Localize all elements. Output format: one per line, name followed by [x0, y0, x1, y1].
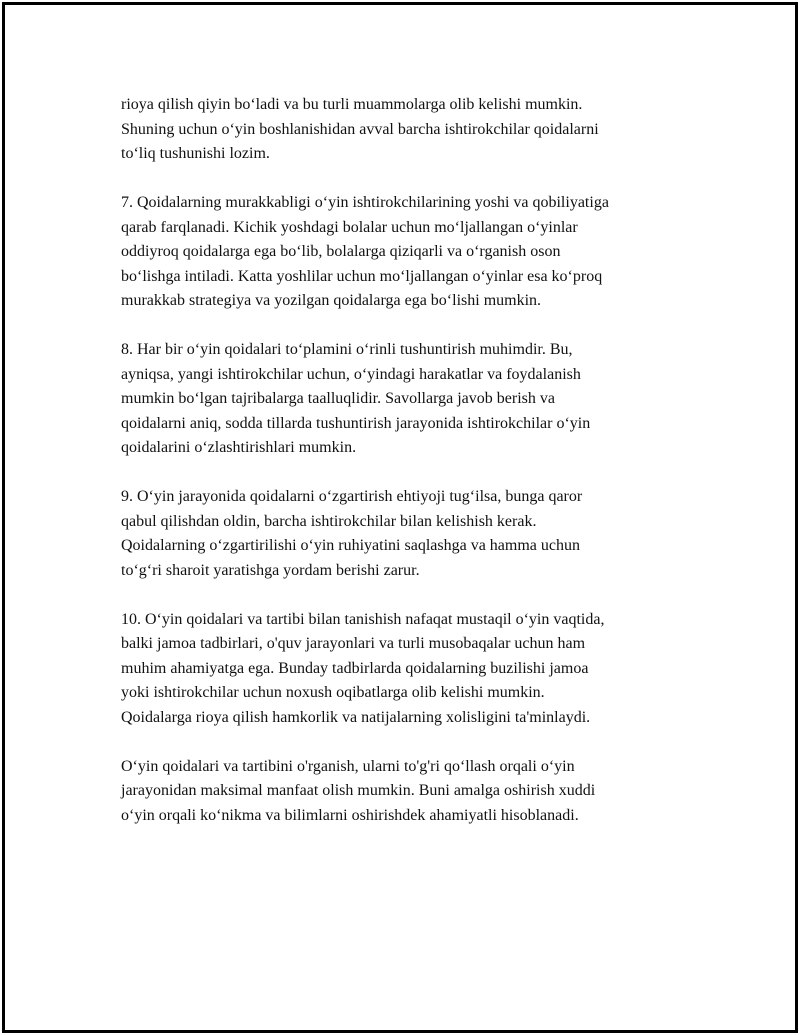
paragraph-item-8 — [121, 338, 701, 461]
paragraph-intro-continuation — [121, 93, 701, 167]
text-line: 9. O‘yin jarayonida qoidalarni o‘zgartirish ehtiyoji tug‘ilsa, bunga qaror — [121, 488, 583, 505]
text-line: 7. Qoidalarning murakkabligi o‘yin ishtirokchilarining yoshi va qobiliyatiga — [121, 194, 609, 211]
paragraph-item-10 — [121, 608, 701, 731]
text-line: Qoidalarga rioya qilish hamkorlik va natijalarning xolisligini ta'minlaydi. — [121, 708, 591, 726]
text-line: rioya qilish qiyin bo‘ladi va bu turli muammolarga olib kelishi mumkin. — [121, 96, 583, 113]
text-line: yoki ishtirokchilar uchun noxush oqibatlarga olib kelishi mumkin. — [121, 684, 545, 701]
text-line: oddiyroq qoidalarga ega bo‘lib, bolalarga qiziqarli va o‘rganish oson — [121, 243, 561, 260]
text-line: to‘liq tushunishi lozim. — [121, 145, 270, 162]
text-line: ayniqsa, yangi ishtirokchilar uchun, o‘yindagi harakatlar va foydalanish — [121, 365, 581, 383]
text-line: to‘g‘ri sharoit yaratishga yordam berishi zarur. — [121, 561, 420, 579]
paragraph-conclusion — [121, 755, 701, 829]
text-line: Qoidalarning o‘zgartirilishi o‘yin ruhiyatini saqlashga va hamma uchun — [121, 537, 580, 554]
text-line: 10. O‘yin qoidalari va tartibi bilan tanishish nafaqat mustaqil o‘yin vaqtida, — [121, 610, 605, 628]
document-body — [121, 93, 701, 853]
text-line: qarab farqlanadi. Kichik yoshdagi bolalar uchun mo‘ljallangan o‘yinlar — [121, 218, 578, 236]
text-line: qoidalarni aniq, sodda tillarda tushuntirish jarayonida ishtirokchilar o‘yin — [121, 414, 591, 432]
text-line: bo‘lishga intiladi. Katta yoshlilar uchun mo‘ljallangan o‘yinlar esa ko‘proq — [121, 267, 603, 285]
text-line: O‘yin qoidalari va tartibini o'rganish, ularni to'g'ri qo‘llash orqali o‘yin — [121, 757, 575, 775]
paragraph-item-7 — [121, 191, 701, 314]
text-line: muhim ahamiyatga ega. Bunday tadbirlarda qoidalarning buzilishi jamoa — [121, 659, 589, 677]
page-border — [2, 2, 798, 1033]
text-line: murakkab strategiya va yozilgan qoidalarga ega bo‘lishi mumkin. — [121, 292, 542, 309]
text-line: qabul qilishdan oldin, barcha ishtirokchilar bilan kelishish kerak. — [121, 512, 537, 530]
text-line: mumkin bo‘lgan tajribalarga taalluqlidir. Savollarga javob berish va — [121, 390, 555, 407]
text-line: qoidalarini o‘zlashtirishlari mumkin. — [121, 439, 357, 456]
text-line: o‘yin orqali ko‘nikma va bilimlarni oshirishdek ahamiyatli hisoblanadi. — [121, 806, 579, 824]
text-line: balki jamoa tadbirlari, o'quv jarayonlari va turli musobaqalar uchun ham — [121, 635, 586, 652]
text-line: 8. Har bir o‘yin qoidalari to‘plamini o‘rinli tushuntirish muhimdir. Bu, — [121, 341, 573, 358]
text-line: Shuning uchun o‘yin boshlanishidan avval barcha ishtirokchilar qoidalarni — [121, 120, 599, 138]
text-line: jarayonidan maksimal manfaat olish mumkin. Buni amalga oshirish xuddi — [121, 782, 596, 799]
paragraph-item-9 — [121, 485, 701, 583]
